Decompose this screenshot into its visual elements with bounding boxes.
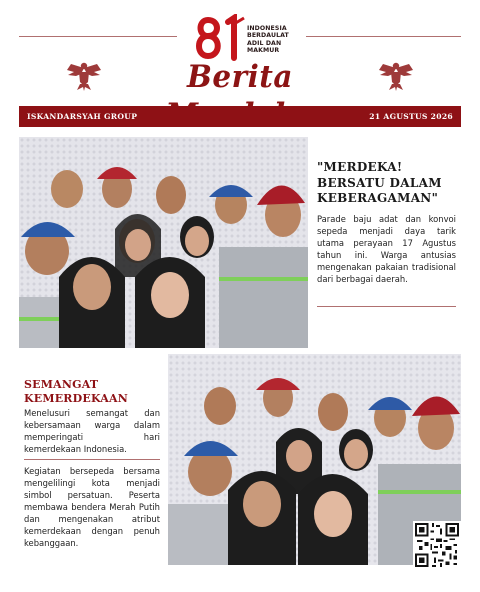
garuda-emblem-icon [378, 60, 414, 92]
logo-81-icon [194, 14, 246, 64]
article-headline: "MERDEKA! BERSATU DALAM KEBERAGAMAN" [317, 160, 442, 205]
slogan-line: BERDAULAT [247, 32, 289, 40]
slogan-line: MAKMUR [247, 47, 280, 55]
slogan-line: INDONESIA [247, 25, 287, 32]
group-photo-top [19, 137, 308, 348]
section-body: Kegiatan bersepeda bersama mengelilingi kota menjadi simbol persatuan. Peserta membawa bendera Merah Putih dan mengenakan atribut kemerdekaan dengan penuh kebanggaan. [24, 466, 160, 548]
organization-name: ISKANDARSYAH GROUP [27, 112, 138, 121]
header-rule-left [19, 36, 177, 37]
qr-code-icon[interactable] [413, 521, 461, 569]
garuda-emblem-icon [66, 60, 102, 92]
header-rule-right [306, 36, 461, 37]
section-intro: Menelusuri semangat dan kebersamaan warga dalam memperingati hari kemerdekaan Indonesia. [24, 408, 160, 454]
masthead-title: Berita [187, 59, 293, 95]
section-heading: SEMANGAT KEMERDEKAAN [24, 378, 129, 405]
logo-slogan [247, 25, 317, 55]
article-body: Parade baju adat dan konvoi sepeda menjadi daya tarik utama perayaan 17 Agustus tahun ini. Warga antusias mengenakan pakaian tradisional dari berbagai daerah. [317, 214, 456, 284]
issue-date: 21 AGUSTUS 2026 [369, 112, 453, 121]
article-divider [317, 306, 456, 307]
section-divider [24, 459, 160, 460]
slogan-line: ADIL DAN [247, 39, 282, 47]
info-bar [19, 106, 461, 127]
